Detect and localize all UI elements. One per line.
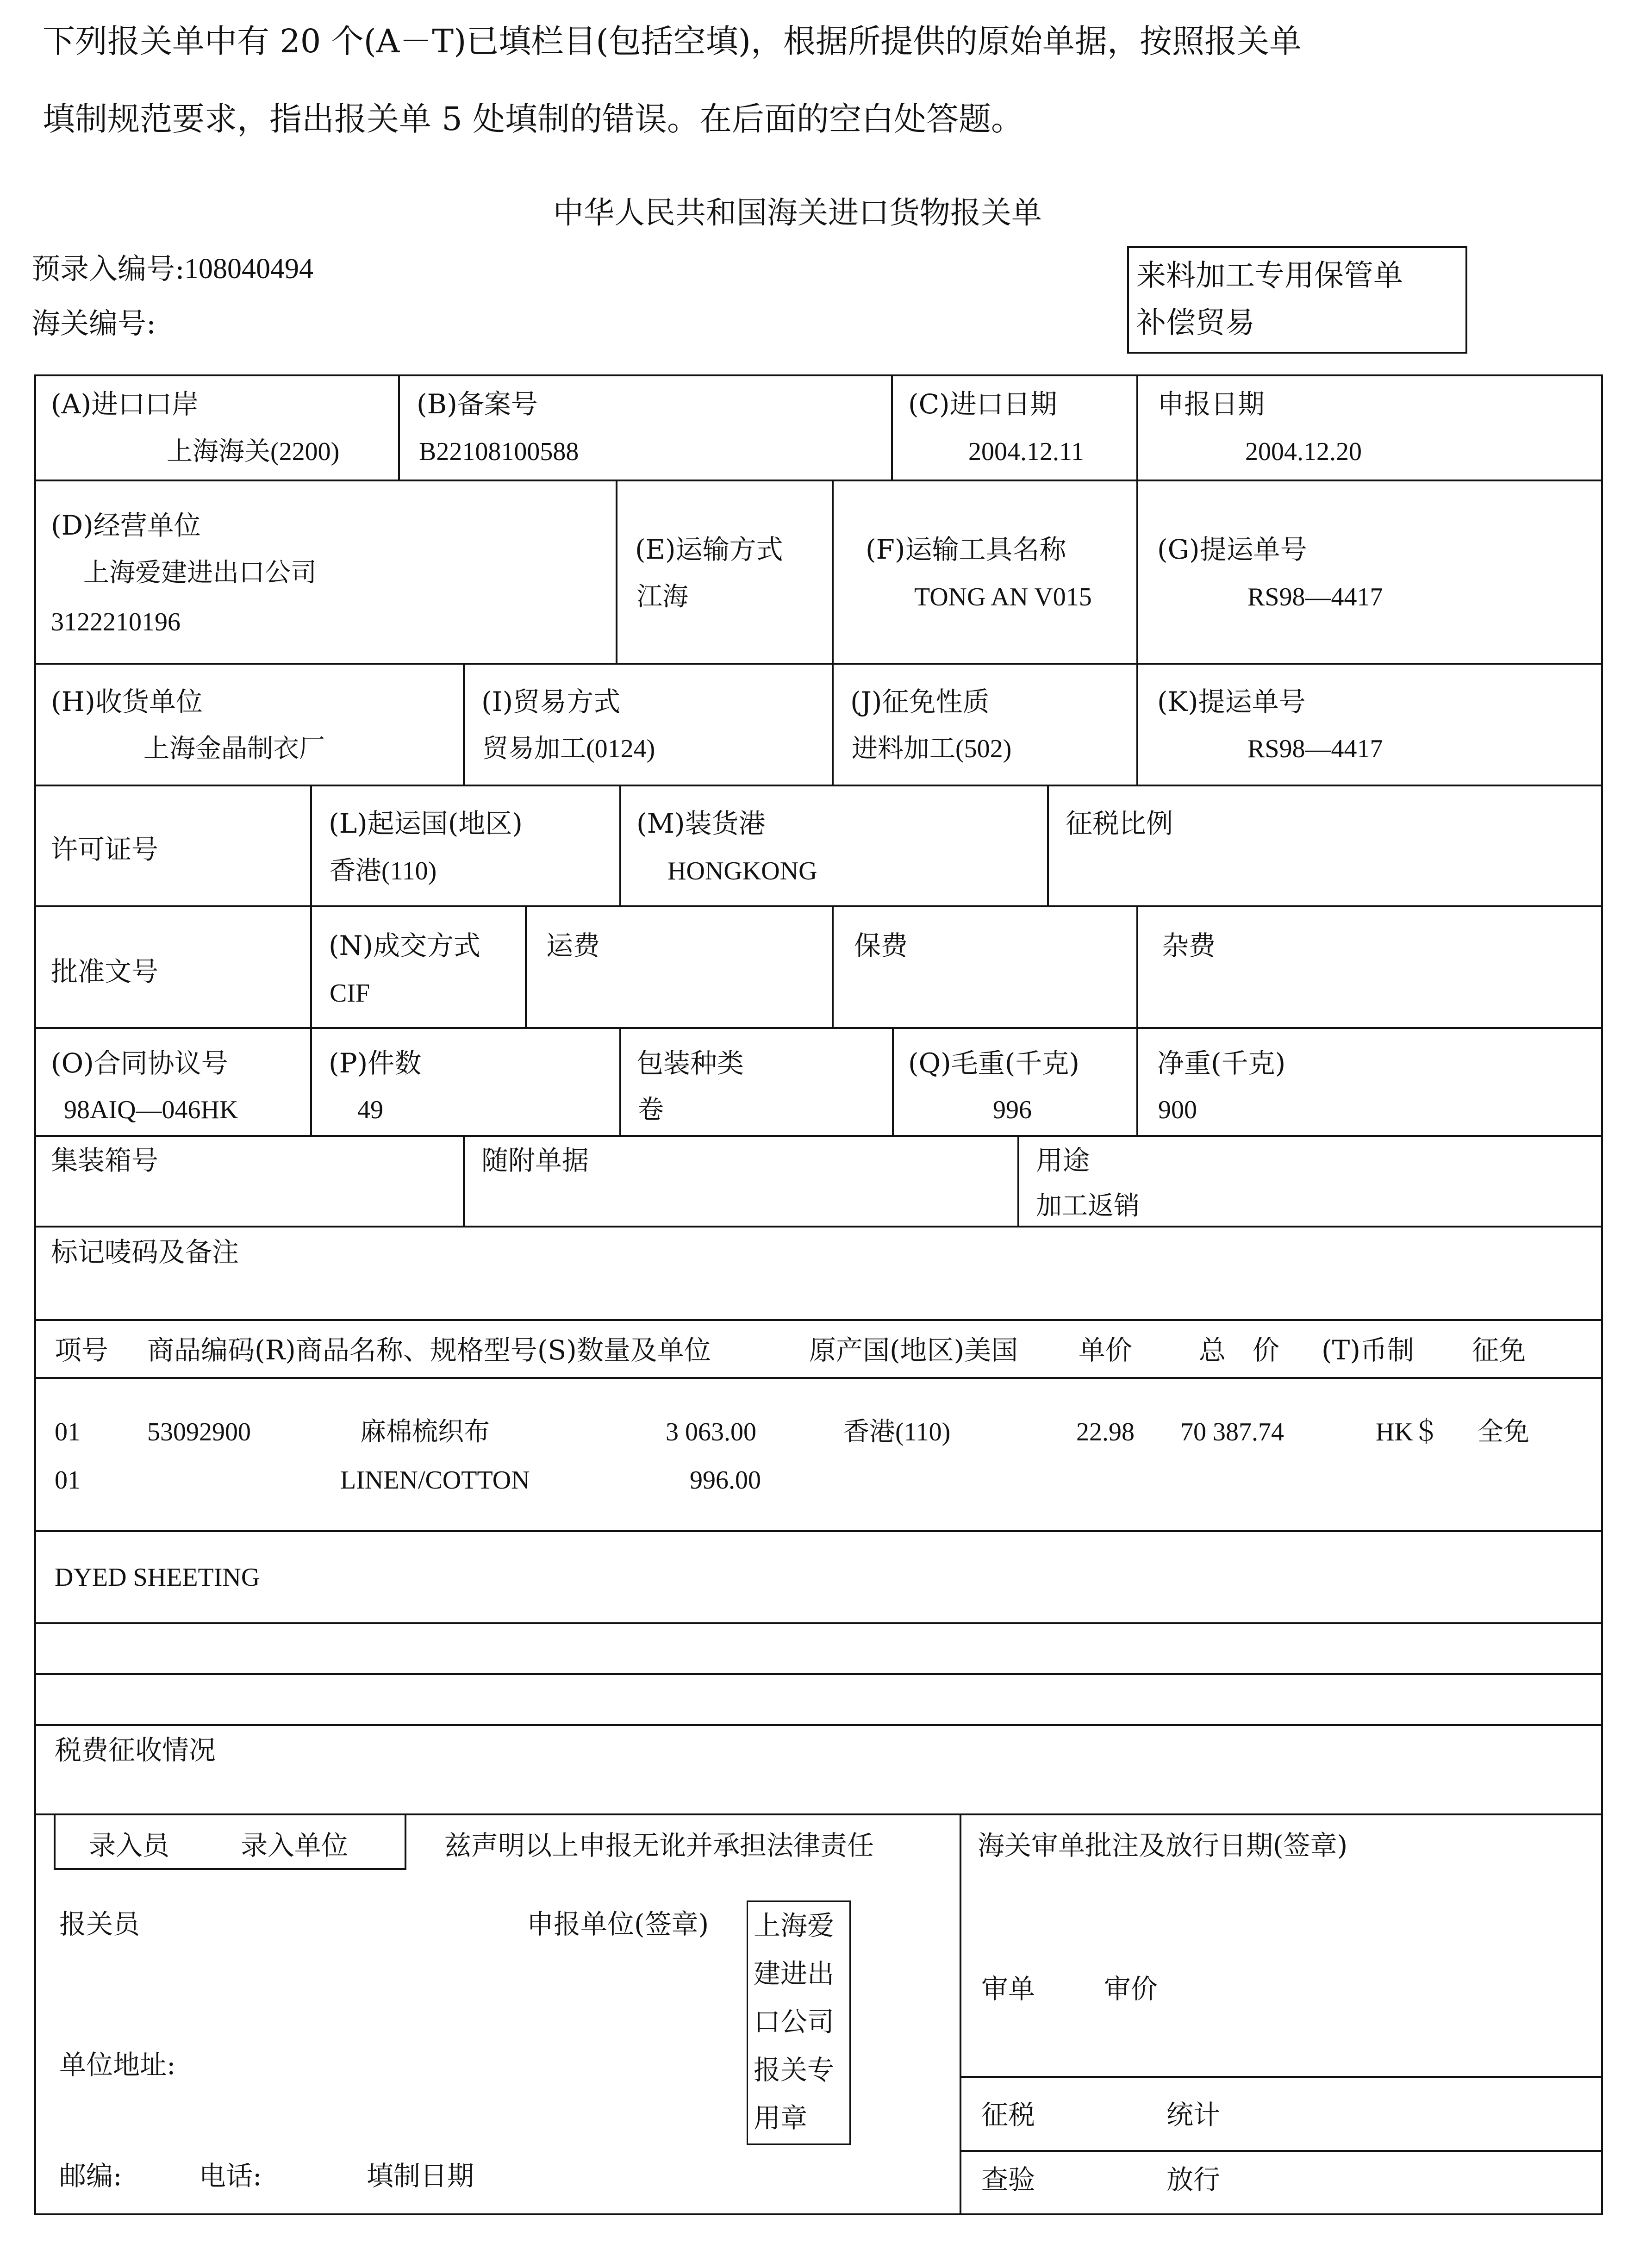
field-a-label: (A)进口口岸	[51, 388, 199, 420]
field-b-value: B22108100588	[419, 437, 579, 466]
stamp-line-2: 补偿贸易	[1136, 306, 1255, 340]
goods-col-origin: 原产国(地区)美国	[809, 1334, 1018, 1366]
goods-row-1-total: 70 387.74	[1180, 1418, 1284, 1446]
field-m-value: HONGKONG	[667, 857, 817, 885]
goods-col-item: 项号	[55, 1334, 109, 1366]
price-review-label: 审价	[1104, 1973, 1158, 2005]
seal-line-5: 用章	[754, 2102, 808, 2134]
document-review-label: 审单	[981, 1973, 1035, 2005]
declaration-date-value: 2004.12.20	[1245, 437, 1362, 466]
goods-row-1-name: 麻棉梳织布	[360, 1418, 490, 1446]
field-f-label: (F)运输工具名称	[866, 534, 1066, 565]
seal-line-3: 口公司	[754, 2006, 835, 2037]
field-d-label: (D)经营单位	[51, 510, 201, 541]
field-g-value: RS98—4417	[1247, 583, 1383, 611]
goods-col-code-name-qty: 商品编码(R)商品名称、规格型号(S)数量及单位	[147, 1334, 711, 1366]
trade-mode-stamp-box	[1127, 246, 1467, 354]
goods-row-1-unit-price: 22.98	[1076, 1418, 1135, 1446]
goods-col-currency: (T)币制	[1322, 1334, 1414, 1366]
levy-tax-label: 征税	[981, 2099, 1035, 2131]
intro-line-2: 填制规范要求，指出报关单 5 处填制的错误。在后面的空白处答题。	[43, 100, 1024, 138]
field-i-label: (I)贸易方式	[481, 686, 621, 717]
field-p-label: (P)件数	[329, 1047, 422, 1079]
field-a-value: 上海海关(2200)	[167, 437, 340, 466]
field-j-value: 进料加工(502)	[852, 735, 1012, 763]
field-e-value: 江海	[636, 583, 688, 611]
field-b-label: (B)备案号	[417, 388, 538, 420]
postcode-label: 邮编:	[59, 2160, 122, 2192]
goods-row-1-item: 01	[55, 1418, 81, 1446]
net-weight-label: 净重(千克)	[1157, 1047, 1286, 1079]
goods-col-total: 总 价	[1199, 1334, 1280, 1366]
usage-label: 用途	[1036, 1145, 1090, 1176]
field-h-label: (H)收货单位	[51, 686, 203, 717]
approval-number-label: 批准文号	[51, 956, 159, 987]
misc-fee-label: 杂费	[1162, 930, 1216, 961]
declaring-unit-label: 申报单位(签章)	[527, 1908, 709, 1940]
seal-line-1: 上海爱	[754, 1910, 835, 1941]
unit-address-label: 单位地址:	[59, 2049, 176, 2081]
declaration-date-label: 申报日期	[1157, 388, 1265, 420]
goods-row-1-levy: 全免	[1478, 1418, 1529, 1446]
goods-col-unit-price: 单价	[1079, 1334, 1133, 1366]
customs-number-label: 海关编号:	[31, 306, 156, 340]
tax-ratio-label: 征税比例	[1066, 808, 1173, 839]
field-k-value: RS98—4417	[1247, 735, 1383, 763]
entry-clerk-label: 录入员	[89, 1830, 170, 1861]
goods-row-2-name: LINEN/COTTON	[340, 1466, 530, 1495]
goods-row-2-item: 01	[55, 1466, 81, 1495]
pre-entry-label: 预录入编号:	[31, 252, 185, 286]
attached-docs-label: 随附单据	[481, 1145, 589, 1176]
container-number-label: 集装箱号	[51, 1145, 159, 1176]
field-d-code: 3122210196	[51, 608, 181, 636]
field-n-label: (N)成交方式	[329, 930, 481, 961]
inspection-label: 查验	[981, 2164, 1035, 2195]
tax-collection-label: 税费征收情况	[55, 1734, 216, 1766]
phone-label: 电话:	[199, 2160, 262, 2192]
seal-line-2: 建进出	[754, 1958, 835, 1989]
declaration-statement: 兹声明以上申报无讹并承担法律责任	[444, 1830, 874, 1861]
usage-value: 加工返销	[1036, 1192, 1140, 1221]
goods-row-1-code: 53092900	[147, 1418, 251, 1446]
intro-line-1: 下列报关单中有 20 个(A－T)已填栏目(包括空填)，根据所提供的原始单据，按照报关单	[43, 22, 1302, 60]
goods-row-1-origin: 香港(110)	[843, 1418, 951, 1446]
field-d-value: 上海爱建进出口公司	[83, 559, 317, 587]
field-g-label: (G)提运单号	[1157, 534, 1307, 565]
field-p-value: 49	[357, 1096, 383, 1124]
field-e-label: (E)运输方式	[635, 534, 783, 565]
insurance-label: 保费	[854, 930, 908, 961]
marks-remarks-label: 标记唛码及备注	[51, 1236, 239, 1268]
declaring-unit-seal	[747, 1900, 851, 2145]
field-f-value: TONG AN V015	[914, 583, 1092, 611]
package-type-value: 卷	[638, 1096, 664, 1124]
seal-line-4: 报关专	[754, 2054, 835, 2086]
field-q-value: 996	[993, 1096, 1032, 1124]
pre-entry-number: 108040494	[184, 253, 313, 285]
field-q-label: (Q)毛重(千克)	[908, 1047, 1080, 1079]
form-title: 中华人民共和国海关进口货物报关单	[553, 195, 1042, 231]
field-l-label: (L)起运国(地区)	[329, 808, 523, 839]
goods-row-2-qty: 996.00	[690, 1466, 761, 1495]
freight-label: 运费	[546, 930, 600, 961]
statistics-label: 统计	[1166, 2099, 1221, 2131]
field-l-value: 香港(110)	[330, 857, 437, 885]
field-c-value: 2004.12.11	[968, 437, 1084, 466]
field-m-label: (M)装货港	[636, 808, 766, 839]
customs-approval-label: 海关审单批注及放行日期(签章)	[978, 1830, 1348, 1861]
goods-extra-description: DYED SHEETING	[55, 1563, 260, 1592]
field-j-label: (J)征免性质	[850, 686, 990, 717]
declarant-label: 报关员	[59, 1908, 140, 1940]
package-type-label: 包装种类	[636, 1047, 744, 1079]
field-k-label: (K)提运单号	[1157, 686, 1306, 717]
field-o-value: 98AIQ—046HK	[64, 1096, 238, 1124]
fill-date-label: 填制日期	[367, 2160, 474, 2192]
entry-unit-label: 录入单位	[241, 1830, 349, 1861]
stamp-line-1: 来料加工专用保管单	[1136, 259, 1403, 293]
field-o-label: (O)合同协议号	[51, 1047, 228, 1079]
goods-row-1-qty: 3 063.00	[666, 1418, 756, 1446]
license-number-label: 许可证号	[51, 834, 159, 865]
field-h-value: 上海金晶制衣厂	[143, 735, 325, 763]
field-n-value: CIF	[330, 979, 370, 1008]
field-i-value: 贸易加工(0124)	[482, 735, 655, 763]
field-c-label: (C)进口日期	[908, 388, 1057, 420]
goods-row-1-currency: HK＄	[1376, 1418, 1439, 1446]
goods-col-levy: 征免	[1472, 1334, 1526, 1366]
release-label: 放行	[1166, 2164, 1221, 2195]
net-weight-value: 900	[1158, 1096, 1197, 1124]
